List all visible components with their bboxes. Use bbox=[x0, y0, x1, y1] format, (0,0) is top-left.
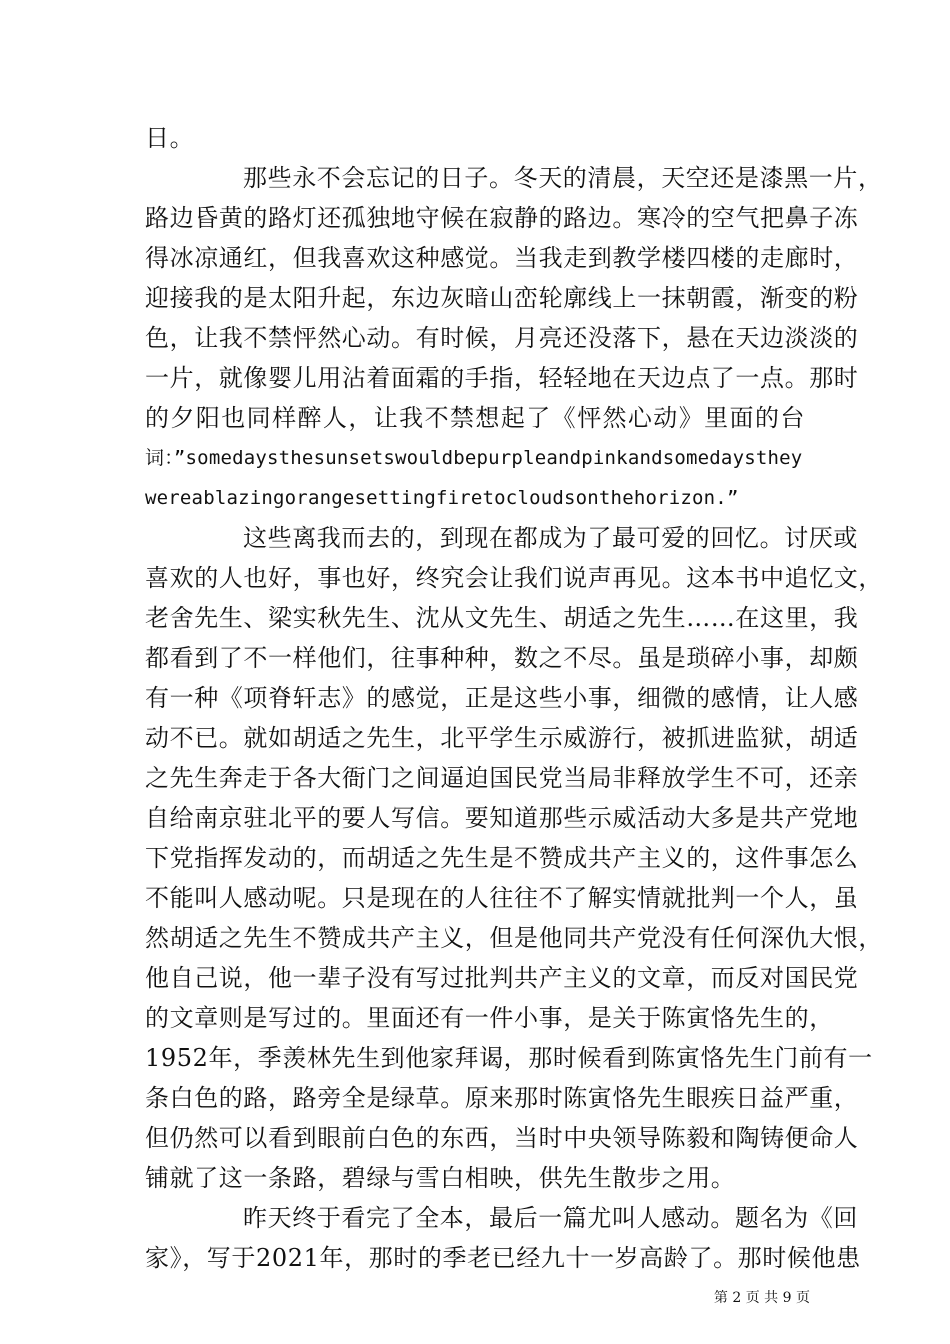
text-line: 得冰凉通红，但我喜欢这种感觉。当我走到教学楼四楼的走廊时， bbox=[145, 244, 859, 272]
text-line: 动不已。就如胡适之先生，北平学生示威游行，被抓进监狱，胡适 bbox=[145, 724, 859, 752]
text-line: 一片，就像婴儿用沾着面霜的手指，轻轻地在天边点了一点。那时 bbox=[145, 364, 859, 392]
quote-line: 词：”somedaysthesunsetswouldbepurpleandpinkandsomedaysthey bbox=[145, 447, 803, 469]
text-line: 然胡适之先生不赞成共产主义，但是他同共产党没有任何深仇大恨， bbox=[145, 924, 883, 952]
text-line: 自给南京驻北平的要人写信。要知道那些示威活动大多是共产党地 bbox=[145, 804, 859, 832]
text-line: 色，让我不禁怦然心动。有时候，月亮还没落下，悬在天边淡淡的 bbox=[145, 324, 859, 352]
text-line: 家》，写于2021年，那时的季老已经九十一岁高龄了。那时候他患 bbox=[145, 1244, 861, 1272]
text-line: 不能叫人感动呢。只是现在的人往往不了解实情就批判一个人，虽 bbox=[145, 884, 859, 912]
quote-line: wereablazingorangesettingfiretocloudsonthehorizon.” bbox=[145, 487, 739, 509]
text-line: 喜欢的人也好，事也好，终究会让我们说声再见。这本书中追忆文， bbox=[145, 564, 883, 592]
text-line: 老舍先生、梁实秋先生、沈从文先生、胡适之先生……在这里，我 bbox=[145, 604, 859, 632]
text-line: 路边昏黄的路灯还孤独地守候在寂静的路边。寒冷的空气把鼻子冻 bbox=[145, 204, 859, 232]
paragraph-start-line: 那些永不会忘记的日子。冬天的清晨，天空还是漆黑一片， bbox=[243, 164, 883, 192]
text-line: 的文章则是写过的。里面还有一件小事，是关于陈寅恪先生的， bbox=[145, 1004, 834, 1032]
text-line: 铺就了这一条路，碧绿与雪白相映，供先生散步之用。 bbox=[145, 1164, 736, 1192]
text-line: 下党指挥发动的，而胡适之先生是不赞成共产主义的，这件事怎么 bbox=[145, 844, 859, 872]
text-line: 之先生奔走于各大衙门之间逼迫国民党当局非释放学生不可，还亲 bbox=[145, 764, 859, 792]
text-line: 的夕阳也同样醉人，让我不禁想起了《怦然心动》里面的台 bbox=[145, 404, 805, 432]
text-line: 条白色的路，路旁全是绿草。原来那时陈寅恪先生眼疾日益严重， bbox=[145, 1084, 859, 1112]
text-line: 1952年，季羡林先生到他家拜谒，那时候看到陈寅恪先生门前有一 bbox=[145, 1044, 873, 1072]
text-line: 迎接我的是太阳升起，东边灰暗山峦轮廓线上一抹朝霞，渐变的粉 bbox=[145, 284, 859, 312]
text-line: 都看到了不一样他们，往事种种，数之不尽。虽是琐碎小事，却颇 bbox=[145, 644, 859, 672]
text-line: 有一种《项脊轩志》的感觉，正是这些小事，细微的感情，让人感 bbox=[145, 684, 859, 712]
text-line: 他自己说，他一辈子没有写过批判共产主义的文章，而反对国民党 bbox=[145, 964, 859, 992]
text-line: 但仍然可以看到眼前白色的东西，当时中央领导陈毅和陶铸便命人 bbox=[145, 1124, 859, 1152]
text-line: 日。 bbox=[145, 124, 195, 152]
paragraph-start-line: 昨天终于看完了全本，最后一篇尤叫人感动。题名为《回 bbox=[243, 1204, 858, 1232]
page-footer: 第 2 页 共 9 页 bbox=[713, 1290, 810, 1306]
paragraph-start-line: 这些离我而去的，到现在都成为了最可爱的回忆。讨厌或 bbox=[243, 524, 858, 552]
